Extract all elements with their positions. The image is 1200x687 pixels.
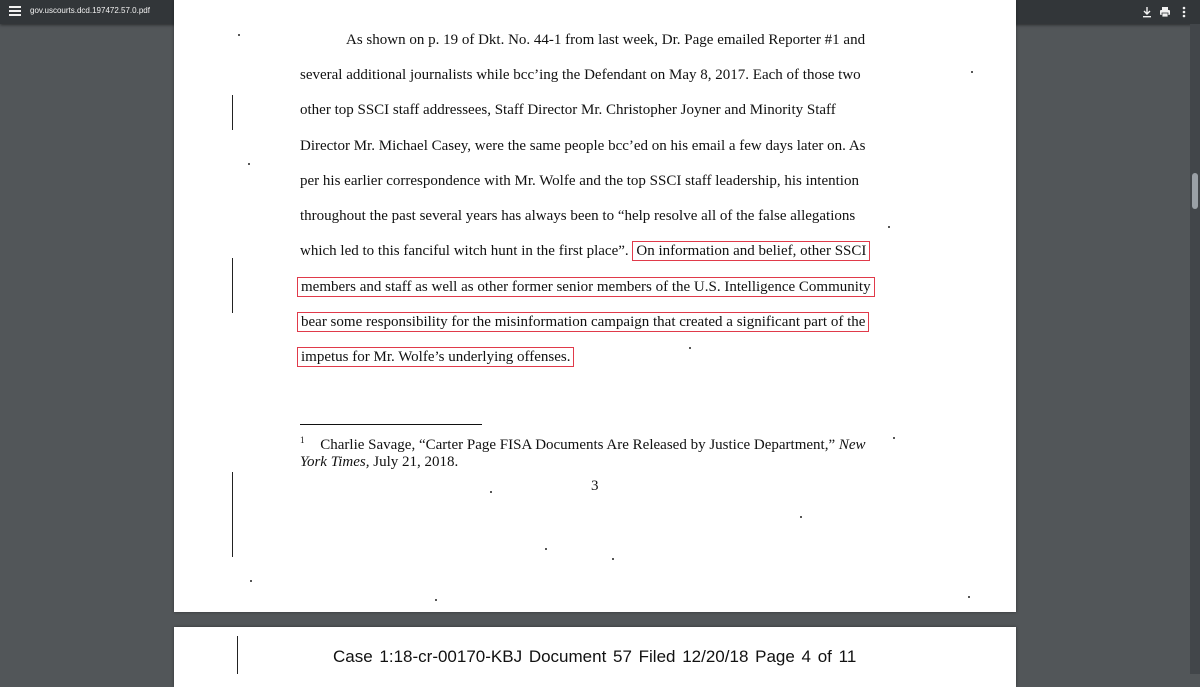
print-icon[interactable] (1158, 5, 1172, 19)
body-text-line: As shown on p. 19 of Dkt. No. 44-1 from last week, Dr. Page emailed Reporter #1 and (346, 32, 866, 48)
pdf-page (174, 0, 1016, 612)
menu-icon[interactable] (9, 6, 21, 18)
footnote-text: Charlie Savage, “Carter Page FISA Documents Are Released by Justice Department,” (320, 437, 836, 453)
highlighted-text: On information and belief, other SSCI (632, 241, 870, 261)
body-text-line (300, 243, 870, 260)
scrollbar-track[interactable] (1190, 24, 1200, 674)
scan-speck (612, 558, 614, 560)
page-number: 3 (591, 478, 599, 494)
scan-speck (238, 34, 240, 36)
scan-speck (689, 347, 691, 349)
footnote-rule (300, 424, 482, 425)
body-text-line: several additional journalists while bcc’ing the Defendant on May 8, 2017. Each of those two (300, 67, 861, 83)
case-header: Case 1:18-cr-00170-KBJ Document 57 Filed 12/20/18 Page 4 of 11 (333, 647, 857, 666)
body-text-line: other top SSCI staff addressees, Staff Director Mr. Christopher Joyner and Minority Staff (300, 102, 836, 118)
scan-mark (232, 472, 233, 557)
footnote (300, 435, 866, 454)
body-text-segment: which led to this fanciful witch hunt in the first place”. (300, 243, 629, 259)
scan-speck (968, 596, 970, 598)
scan-speck (893, 437, 895, 439)
scan-mark (237, 636, 238, 674)
footnote-text-italic: New (838, 437, 866, 453)
body-text-line: per his earlier correspondence with Mr. Wolfe and the top SSCI staff leadership, his intention (300, 173, 859, 189)
scan-speck (490, 491, 492, 493)
highlighted-text: members and staff as well as other former senior members of the U.S. Intelligence Community (297, 277, 875, 297)
scan-speck (800, 516, 802, 518)
document-title: gov.uscourts.dcd.197472.57.0.pdf (30, 6, 150, 15)
scrollbar-thumb[interactable] (1192, 173, 1198, 209)
body-text-line (297, 314, 869, 331)
body-text-line (297, 349, 574, 366)
footnote-marker: 1 (300, 435, 305, 445)
scan-speck (250, 580, 252, 582)
footnote (300, 454, 458, 471)
scan-speck (435, 599, 437, 601)
download-icon[interactable] (1140, 5, 1154, 19)
footnote-text: July 21, 2018. (373, 454, 459, 470)
footnote-text-italic: York Times, (300, 454, 370, 470)
body-text-line (297, 279, 875, 296)
highlighted-text: impetus for Mr. Wolfe’s underlying offenses. (297, 347, 574, 367)
scan-speck (971, 71, 973, 73)
highlighted-text: bear some responsibility for the misinformation campaign that created a significant part of the (297, 312, 869, 332)
scan-mark (232, 258, 233, 313)
scan-speck (888, 226, 890, 228)
scan-speck (248, 163, 250, 165)
more-options-icon[interactable] (1177, 5, 1191, 19)
body-text-line: Director Mr. Michael Casey, were the same people bcc’ed on his email a few days later on. As (300, 138, 866, 154)
scan-mark (232, 95, 233, 130)
body-text-line: throughout the past several years has always been to “help resolve all of the false allegations (300, 208, 856, 224)
scan-speck (545, 548, 547, 550)
